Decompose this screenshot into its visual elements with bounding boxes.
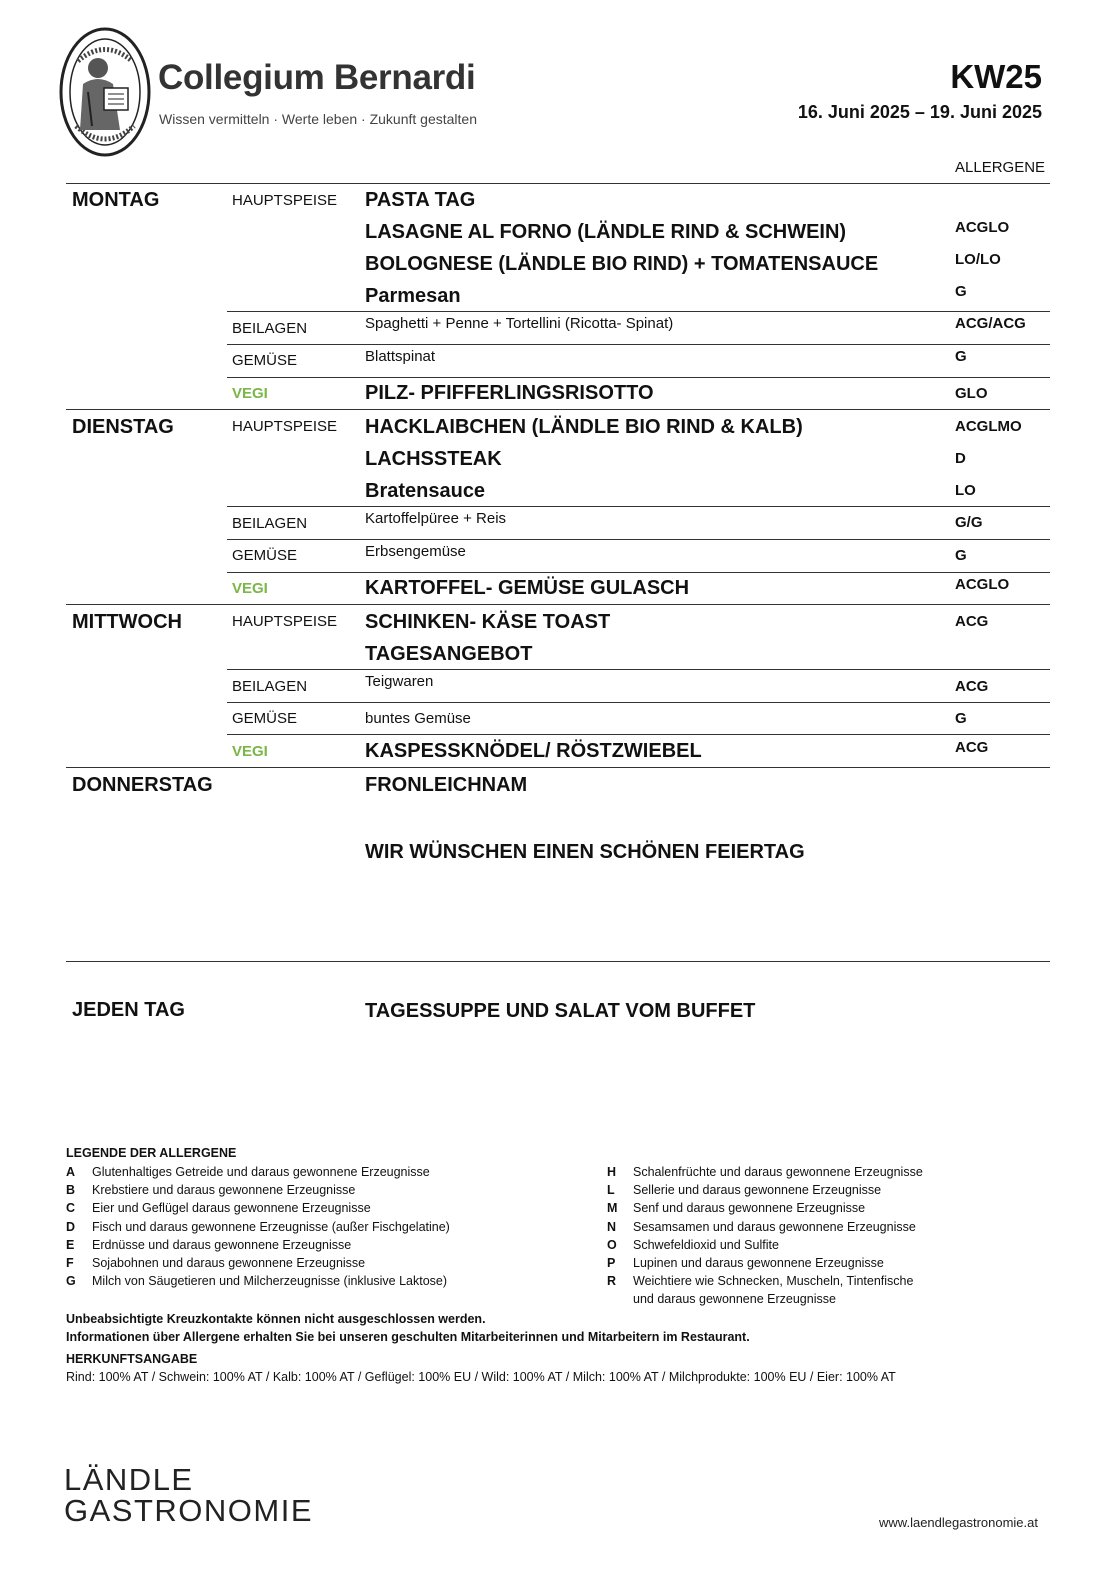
legend-item [66,1236,450,1254]
legend-item [607,1199,923,1217]
legend-item [66,1163,450,1181]
brand-name: Collegium Bernardi [158,58,476,97]
divider [227,506,1050,507]
legend-code: B [66,1183,76,1198]
legend-item [66,1199,450,1217]
legend-code: L [607,1183,615,1198]
vegi-dish-monday: PILZ- PFIFFERLINGSRISOTTO [365,382,654,404]
legend-text: Milch von Säugetieren und Milcherzeugnisse (inklusive Laktose) [92,1274,448,1289]
dish-tuesday-3: Bratensauce [365,480,486,502]
legend-code: A [66,1165,76,1179]
allergens-monday-3: LO/LO [955,251,1001,268]
category-main-monday: HAUPTSPEISE [232,192,338,209]
legend-item [607,1163,923,1181]
legend-code: E [66,1237,75,1252]
legend-code: C [66,1201,76,1216]
veg-wednesday: buntes Gemüse [365,710,471,727]
category-vegi-monday: VEGI [232,385,268,402]
category-veg-tuesday: GEMÜSE [232,547,298,564]
legend-item [66,1272,450,1290]
legend-code: R [607,1274,617,1289]
legend-code: D [66,1219,76,1234]
legend-code: H [607,1165,617,1179]
legend-text: Schalenfrüchte und daraus gewonnene Erzeugnisse [633,1165,923,1179]
legend-item [607,1218,923,1236]
legend-text: Eier und Geflügel daraus gewonnene Erzeugnisse [92,1201,371,1216]
divider [66,183,1050,184]
holiday-name: FRONLEICHNAM [365,774,528,796]
laendle-gastronomie-logo [64,1464,313,1526]
allergens-veg-tuesday: G [955,547,967,564]
legend-item [66,1181,450,1199]
allergen-legend-left [66,1163,450,1290]
vegi-dish-tuesday: KARTOFFEL- GEMÜSE GULASCH [365,577,690,599]
brand-tagline: Wissen vermitteln · Werte leben · Zukunft gestalten [159,111,477,127]
divider [227,344,1050,345]
website-link[interactable]: www.laendlegastronomie.at [879,1515,1038,1530]
holiday-message: WIR WÜNSCHEN EINEN SCHÖNEN FEIERTAG [365,841,805,863]
dish-monday-2: LASAGNE AL FORNO (LÄNDLE RIND & SCHWEIN) [365,221,847,243]
legend-item [66,1218,450,1236]
legend-text: Fisch und daraus gewonnene Erzeugnisse (außer Fischgelatine) [92,1219,450,1234]
legend-code: N [607,1219,617,1234]
legend-code: M [607,1201,618,1216]
logo-line-1: LÄNDLE [64,1462,194,1497]
allergen-legend-title: LEGENDE DER ALLERGENE [66,1146,237,1160]
category-sides-monday: BEILAGEN [232,320,308,337]
legend-item [607,1272,923,1290]
dish-wednesday-1: SCHINKEN- KÄSE TOAST [365,611,611,633]
legend-text: Glutenhaltiges Getreide und daraus gewonnene Erzeugnisse [92,1165,430,1179]
dish-wednesday-2: TAGESANGEBOT [365,643,533,665]
day-monday: MONTAG [72,189,160,211]
staff-info-note: Informationen über Allergene erhalten Sie bei unseren geschulten Mitarbeiterinnen und Mitarbeitern im Restaurant. [66,1330,750,1344]
divider [227,734,1050,735]
origin-text: Rind: 100% AT / Schwein: 100% AT / Kalb: 100% AT / Geflügel: 100% EU / Wild: 100% AT / Milch: 100% AT / Milchprodukte: 100% EU / Eier: 100% AT [66,1370,896,1384]
legend-text: Senf und daraus gewonnene Erzeugnisse [633,1201,866,1216]
legend-code: G [66,1274,76,1289]
allergens-tuesday-1: ACGLMO [955,418,1022,435]
calendar-week: KW25 [950,58,1042,95]
legend-code: O [607,1237,617,1252]
allergens-vegi-monday: GLO [955,385,988,402]
legend-text: Erdnüsse und daraus gewonnene Erzeugnisse [92,1237,352,1252]
logo-line-2: GASTRONOMIE [64,1493,314,1528]
every-day-label: JEDEN TAG [72,999,185,1021]
divider [227,377,1050,378]
every-day-offer: TAGESSUPPE UND SALAT VOM BUFFET [365,1000,756,1022]
legend-text: Weichtiere wie Schnecken, Muscheln, Tintenfische [633,1274,914,1289]
category-sides-tuesday: BEILAGEN [232,515,308,532]
dish-tuesday-2: LACHSSTEAK [365,448,502,470]
divider [227,669,1050,670]
legend-text: und daraus gewonnene Erzeugnisse [633,1292,836,1307]
dish-tuesday-1: HACKLAIBCHEN (LÄNDLE BIO RIND & KALB) [365,416,803,438]
legend-item [607,1181,923,1199]
allergen-legend-right [607,1163,923,1309]
day-tuesday: DIENSTAG [72,416,174,438]
sides-wednesday: Teigwaren [365,673,434,690]
veg-tuesday: Erbsengemüse [365,543,466,560]
legend-code: F [66,1256,74,1271]
sides-tuesday: Kartoffelpüree + Reis [365,510,507,527]
divider [66,409,1050,410]
divider [227,311,1050,312]
category-vegi-tuesday: VEGI [232,580,268,597]
legend-item [607,1290,923,1308]
category-main-wednesday: HAUPTSPEISE [232,613,338,630]
divider [66,604,1050,605]
legend-code: P [607,1256,616,1271]
allergens-vegi-tuesday: ACGLO [955,576,1010,593]
category-vegi-wednesday: VEGI [232,743,268,760]
veg-monday: Blattspinat [365,348,436,365]
allergens-sides-wednesday: ACG [955,678,989,695]
allergens-tuesday-2: D [955,450,966,467]
allergens-veg-monday: G [955,348,967,365]
legend-item [607,1254,923,1272]
origin-title: HERKUNFTSANGABE [66,1352,198,1366]
legend-text: Sesamsamen und daraus gewonnene Erzeugnisse [633,1219,916,1234]
allergens-sides-monday: ACG/ACG [955,315,1026,332]
allergens-sides-tuesday: G/G [955,514,983,531]
legend-item [607,1236,923,1254]
dish-monday-3: BOLOGNESE (LÄNDLE BIO RIND) + TOMATENSAUCE [365,253,879,275]
divider [227,572,1050,573]
legend-text: Sellerie und daraus gewonnene Erzeugnisse [633,1183,882,1198]
category-veg-monday: GEMÜSE [232,352,298,369]
day-wednesday: MITTWOCH [72,611,182,633]
allergens-monday-2: ACGLO [955,219,1010,236]
allergens-wednesday-1: ACG [955,613,989,630]
day-thursday: DONNERSTAG [72,774,213,796]
category-sides-wednesday: BEILAGEN [232,678,308,695]
allergens-column-header: ALLERGENE [955,159,1046,176]
allergens-tuesday-3: LO [955,482,976,499]
allergens-veg-wednesday: G [955,710,967,727]
legend-text: Schwefeldioxid und Sulfite [633,1237,779,1252]
category-main-tuesday: HAUPTSPEISE [232,418,338,435]
legend-text: Sojabohnen und daraus gewonnene Erzeugnisse [92,1256,366,1271]
divider [227,539,1050,540]
date-range: 16. Juni 2025 – 19. Juni 2025 [797,102,1042,122]
legend-text: Lupinen und daraus gewonnene Erzeugnisse [633,1256,884,1271]
divider [227,702,1050,703]
sides-monday: Spaghetti + Penne + Tortellini (Ricotta- Spinat) [365,315,674,332]
dish-monday-4: Parmesan [365,285,461,307]
category-veg-wednesday: GEMÜSE [232,710,298,727]
legend-item [66,1254,450,1272]
collegium-bernardi-seal-logo [58,26,152,158]
dish-monday-1: PASTA TAG [365,189,476,211]
allergens-monday-4: G [955,283,967,300]
legend-text: Krebstiere und daraus gewonnene Erzeugnisse [92,1183,356,1198]
divider [66,767,1050,768]
allergens-vegi-wednesday: ACG [955,739,989,756]
cross-contact-note: Unbeabsichtigte Kreuzkontakte können nicht ausgeschlossen werden. [66,1312,486,1326]
vegi-dish-wednesday: KASPESSKNÖDEL/ RÖSTZWIEBEL [365,740,702,762]
allergen-notes [66,1310,750,1346]
legend-code [607,1290,633,1308]
divider [66,961,1050,962]
